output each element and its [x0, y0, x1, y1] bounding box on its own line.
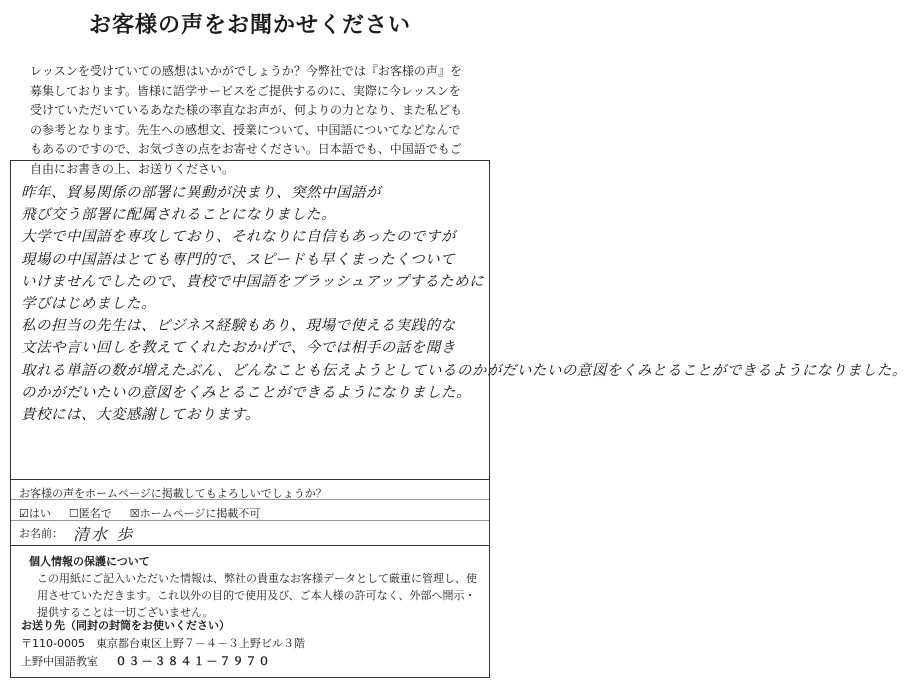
feedback-form	[10, 160, 907, 678]
name-field[interactable]: 清水 歩	[73, 525, 135, 544]
send-section	[21, 617, 305, 671]
name-label: お名前：	[19, 527, 63, 540]
handwriting-line: 現場の中国語はとても専門的で、スピードも早くまったくついて	[21, 251, 456, 268]
intro-text: レッスンを受けていての感想はいかがでしょうか？今弊社では『お客様の声』を募集しております。皆様に語学サービスをご提供するのに、実際に今レッスンを受けていただいているあなた様の率直なお声が、何よりの力となり、また私どもの参考となります。先生への感想文、授業について、中国語についてなどなんでもあるのですので、お気づきの点をお寄せください。日本語でも、中国語でもご自由にお書きの上、お送りください。	[30, 64, 463, 176]
handwriting-line: 貴校には、大変感謝しております。	[21, 406, 260, 423]
handwriting-line: 昨年、貿易関係の部署に異動が決まり、突然中国語が	[21, 185, 381, 201]
privacy-section	[29, 553, 484, 621]
divider	[11, 479, 489, 480]
option-no-publish-checkbox[interactable]: ☒ホームページに掲載不可	[129, 507, 261, 520]
divider	[11, 545, 489, 546]
privacy-text: この用紙にご記入いただいた情報は、弊社の貴重なお客様データとして厳重に管理し、使用させていただきます。これ以外の目的で使用及び、ご本人様の許可なく、外部へ開示・提供することは一切ございません。	[37, 572, 477, 619]
phone-number: ０３－３８４１－７９７０	[115, 655, 272, 668]
school-name: 上野中国語教室	[21, 655, 98, 668]
handwriting-line: 大学で中国語を専攻しており、それなりに自信もあったのですが	[21, 229, 456, 246]
handwriting-line: のかがだいたいの意図をくみとることができるようになりました。	[21, 384, 471, 401]
option-anonymous-checkbox[interactable]: ☐匿名で	[68, 507, 112, 520]
send-heading: お送り先（同封の封筒をお使いください）	[21, 619, 230, 632]
publish-question: お客様の声をホームページに掲載してもよろしいでしょうか？	[19, 487, 327, 500]
handwriting-line: 学びはじめました。	[21, 295, 156, 312]
handwriting-line: 飛び交う部署に配属されることになりました。	[21, 207, 336, 224]
divider	[11, 499, 489, 500]
handwriting-line: 文法や言い回しを教えてくれたおかげで、今では相手の話を聞き	[21, 340, 456, 357]
address-text: 〒110-0005 東京都台東区上野７－４－３上野ビル３階	[21, 637, 305, 650]
privacy-heading: 個人情報の保護について	[29, 555, 150, 568]
handwriting-line: 私の担当の先生は、ビジネス経験もあり、現場で使える実践的な	[21, 318, 456, 335]
divider	[11, 520, 489, 521]
handwriting-line: 取れる単語の数が増えたぶん、どんなことも伝えようとしているのかがだいたいの意図をくみとることができるようになりました。	[21, 362, 907, 379]
publish-options	[19, 505, 260, 521]
handwritten-comment	[21, 181, 907, 425]
option-yes-checkbox[interactable]: ☑はい	[19, 507, 51, 520]
handwriting-line: いけませんでしたので、貴校で中国語をブラッシュアップするために	[21, 273, 485, 290]
page-title: お客様の声をお聞かせください	[88, 13, 411, 38]
